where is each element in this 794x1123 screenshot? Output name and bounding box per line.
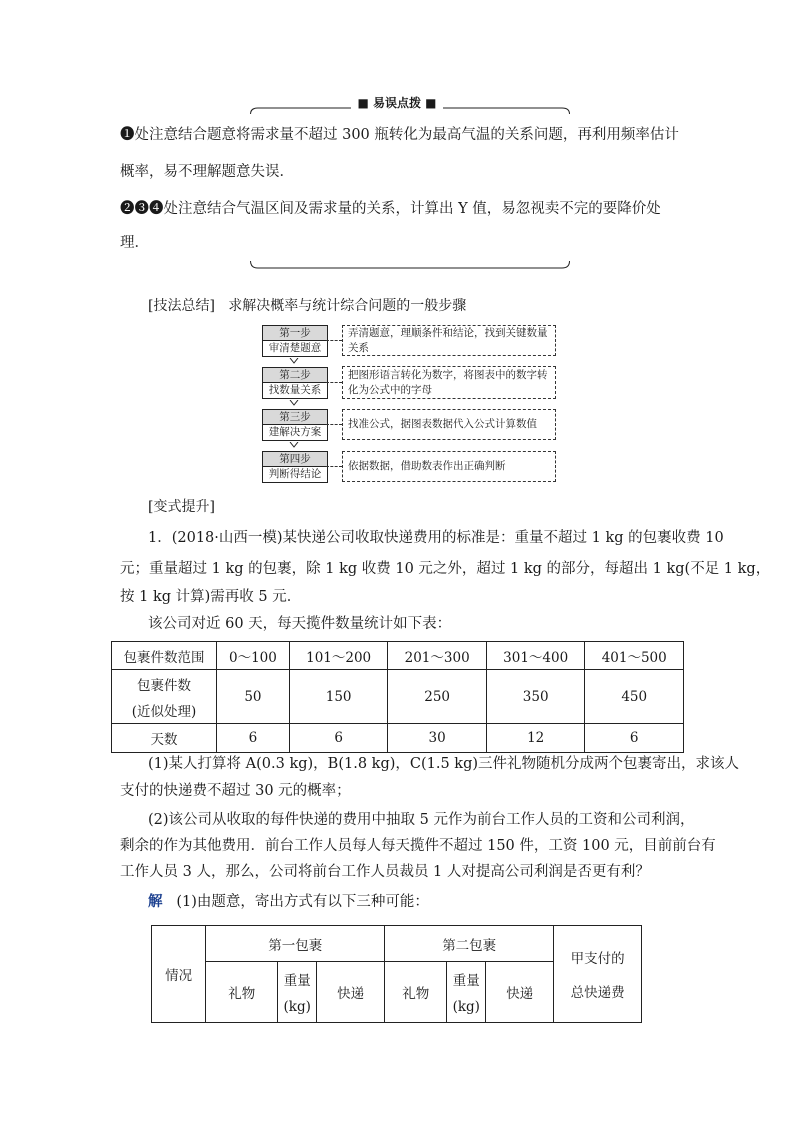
table-header-total-fee [554, 926, 642, 1023]
step-4-name: 判断得结论 [268, 468, 322, 480]
step-1-connector [326, 340, 342, 341]
step-2-connector [326, 382, 342, 383]
table-header-case: 情况 [152, 926, 206, 1023]
table-header-line: 重量 [452, 973, 480, 989]
step-4-box [262, 451, 328, 483]
callout-line-1: ❶处注意结合题意将需求量不超过 300 瓶转化为最高气温的关系问题，再利用频率估计 [120, 127, 679, 143]
step-4-connector [326, 466, 342, 467]
table-cell: 6 [289, 724, 388, 753]
step-1-name: 审清楚题意 [268, 342, 322, 354]
table-cell: 101～200 [289, 642, 388, 670]
callout-title: ■ 易误点拨 ■ [0, 94, 794, 111]
table-header-fee: 快递 [486, 962, 554, 1023]
table-cell: 12 [486, 724, 585, 753]
table-cell: 0～100 [217, 642, 290, 670]
callout-line-2: 概率，易不理解题意失误． [120, 164, 294, 180]
step-1-description: 弄清题意，理顺条件和结论，找到关键数量关系 [342, 325, 556, 356]
table-cell: 50 [217, 670, 290, 724]
step-2-number: 第二步 [263, 368, 327, 383]
variant-tag: [变式提升] [148, 499, 215, 515]
table-cell: 401～500 [585, 642, 684, 670]
step-2-name: 找数量关系 [268, 384, 322, 396]
problem-line-3: 按 1 kg 计算)需再收 5 元． [120, 589, 302, 605]
step-1-box [262, 325, 328, 357]
question-1-line-1: (1)某人打算将 A(0.3 kg)，B(1.8 kg)，C(1.5 kg)三件礼物随机分成两个包裹寄出，求该人 [148, 756, 740, 772]
callout-bottom-border [250, 260, 570, 276]
table-cell: 30 [388, 724, 487, 753]
table-cell: 201～300 [388, 642, 487, 670]
package-stats-table [111, 641, 684, 753]
step-3-connector [326, 424, 342, 425]
step-4-description: 依据数据，借助数表作出正确判断 [342, 451, 556, 482]
table-row-header: 包裹件数范围 [112, 642, 217, 670]
table-cell: 301～400 [486, 642, 585, 670]
solution-label: 解 [148, 893, 163, 910]
callout-line-3: ❷❸❹处注意结合气温区间及需求量的关系，计算出 Y 值，易忽视卖不完的要降价处 [120, 201, 661, 217]
table-row [112, 724, 684, 753]
question-2-line-3: 工作人员 3 人，那么，公司将前台工作人员裁员 1 人对提高公司利润是否更有利？ [120, 864, 650, 880]
table-cell: 350 [486, 670, 585, 724]
problem-line-1: 1．(2018·山西一模)某快递公司收取快递费用的标准是：重量不超过 1 kg 的包裹收费 10 [148, 530, 724, 546]
table-row [112, 642, 684, 670]
question-2-line-1: (2)该公司从收取的每件快递的费用中抽取 5 元作为前台工作人员的工资和公司利润， [148, 812, 695, 828]
step-2-box [262, 367, 328, 399]
solution-text: (1)由题意，寄出方式有以下三种可能： [176, 894, 429, 910]
arrow-down-icon [289, 442, 299, 448]
table-cell: 6 [585, 724, 684, 753]
table-cell: 6 [217, 724, 290, 753]
step-3-description: 找准公式，据图表数据代入公式计算数值 [342, 409, 556, 440]
solution-line [148, 892, 429, 912]
callout-line-4: 理． [120, 235, 149, 251]
question-2-line-2: 剩余的作为其他费用．前台工作人员每人每天揽件不超过 150 件，工资 100 元，目前前台有 [120, 838, 716, 854]
shipping-cases-table [151, 925, 642, 1023]
table-header-line: 甲支付的 [570, 951, 625, 967]
table-header-fee: 快递 [317, 962, 385, 1023]
arrow-down-icon [289, 400, 299, 406]
table-header-package-1: 第一包裹 [206, 926, 385, 962]
step-3-number: 第三步 [263, 410, 327, 425]
table-header-line: 重量 [283, 973, 311, 989]
step-1-number: 第一步 [263, 326, 327, 341]
table-header-package-2: 第二包裹 [385, 926, 554, 962]
step-4-number: 第四步 [263, 452, 327, 467]
summary-text: 求解决概率与统计综合问题的一般步骤 [228, 298, 467, 314]
summary-heading [148, 296, 466, 316]
table-cell: 150 [289, 670, 388, 724]
table-header-weight [447, 962, 486, 1023]
table-header-weight [278, 962, 317, 1023]
table-cell: 250 [388, 670, 487, 724]
table-header-line: 总快递费 [570, 985, 625, 1001]
table-row-header: 天数 [112, 724, 217, 753]
table-row-header-line: (近似处理) [131, 703, 197, 720]
step-2-description: 把图形语言转化为数字，将图表中的数字转化为公式中的字母 [342, 366, 556, 399]
summary-tag: [技法总结] [148, 298, 215, 314]
table-row-header [112, 670, 217, 724]
table-row [152, 926, 642, 962]
step-3-box [262, 409, 328, 441]
problem-line-2: 元；重量超过 1 kg 的包裹，除 1 kg 收费 10 元之外，超过 1 kg 的部分，每超出 1 kg(不足 1 kg， [120, 561, 771, 577]
problem-line-4: 该公司对近 60 天，每天揽件数量统计如下表： [148, 616, 452, 632]
table-header-gift: 礼物 [206, 962, 278, 1023]
table-header-line: (kg) [452, 999, 480, 1015]
arrow-down-icon [289, 358, 299, 364]
table-header-line: (kg) [283, 999, 311, 1015]
table-cell: 450 [585, 670, 684, 724]
table-row-header-line: 包裹件数 [137, 677, 191, 694]
table-row [112, 670, 684, 724]
table-header-gift: 礼物 [385, 962, 447, 1023]
question-1-line-2: 支付的快递费不超过 30 元的概率； [120, 783, 351, 799]
step-3-name: 建解决方案 [268, 426, 322, 438]
